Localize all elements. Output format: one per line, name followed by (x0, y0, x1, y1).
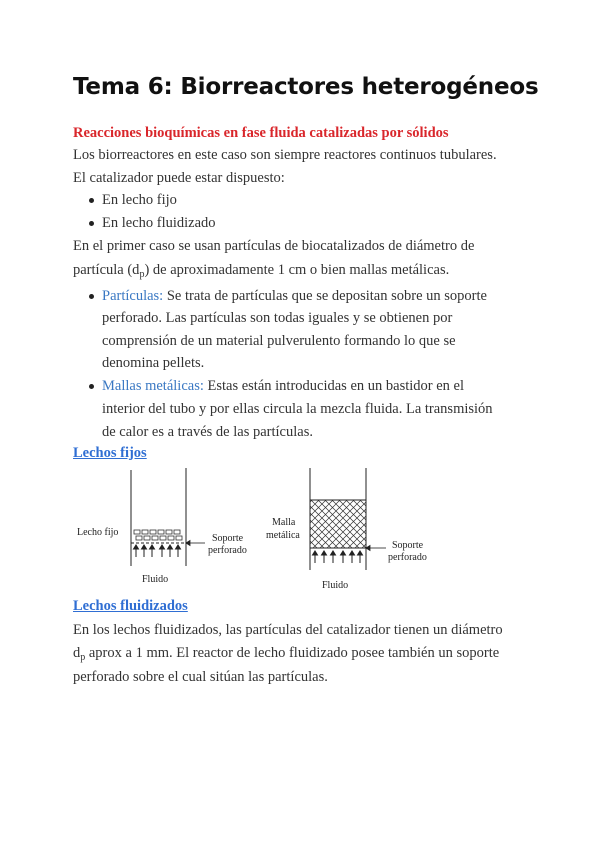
section-heading-reacciones: Reacciones bioquímicas en fase fluida catalizadas por sólidos (73, 125, 449, 141)
mallas-line-1: Mallas metálicas: Estas están introducidas en un bastidor en el (102, 378, 465, 394)
intro-line-2: El catalizador puede estar dispuesto: (73, 170, 285, 186)
particulas-line-4: denomina pellets. (102, 355, 205, 371)
support-pointer (186, 541, 205, 546)
label-perforado-2: perforado (388, 552, 427, 563)
particulas-line-3: comprensión de un material pulverulento formando lo que se (102, 333, 456, 349)
mallas-line-3: de calor es a través de las partículas. (102, 424, 313, 440)
mallas-line-2: interior del tubo y por ellas circula la mezcla fluida. La transmisión (102, 401, 493, 417)
intro-line-1: Los biorreactores en este caso son siempre reactores continuos tubulares. (73, 147, 497, 163)
page-title: Tema 6: Biorreactores heterogéneos (73, 74, 539, 100)
label-fluido-1: Fluido (142, 574, 169, 585)
para2-line-2: partícula $(d_p)$ de aproximadamente 1 cm o bien mallas metálicas. (73, 262, 450, 280)
flow-arrows (313, 551, 363, 563)
subscript-p: p (139, 269, 145, 280)
term-particulas: Partículas: (102, 288, 164, 304)
list-item-lecho-fluidizado: En lecho fluidizado (102, 215, 216, 231)
metal-mesh (310, 500, 366, 548)
particle-bed (134, 530, 182, 540)
particulas-line-2: perforado. Las partículas son todas iguales y se obtienen por (102, 310, 453, 326)
label-malla: Malla (272, 517, 296, 528)
diagram-malla-metalica (310, 468, 386, 570)
label-metalica: metálica (266, 530, 300, 541)
flow-arrows (134, 545, 181, 557)
label-fluido-2: Fluido (322, 580, 349, 591)
fluidizados-line-3: perforado sobre el cual sitúan las partículas. (73, 669, 328, 685)
section-heading-lechos-fijos[interactable]: Lechos fijos (73, 445, 147, 461)
fluidizados-line-2: $d_p$ aprox a 1 mm. El reactor de lecho fluidizado posee también un soporte (73, 645, 500, 663)
label-soporte-2: Soporte (392, 540, 424, 551)
support-pointer (366, 546, 386, 551)
section-heading-lechos-fluidizados[interactable]: Lechos fluidizados (73, 598, 188, 614)
particulas-line-1: Partículas: Se trata de partículas que se depositan sobre un soporte (102, 288, 487, 304)
term-mallas: Mallas metálicas: (102, 378, 204, 394)
label-soporte-1: Soporte (212, 533, 244, 544)
label-perforado-1: perforado (208, 545, 247, 556)
diagram-lecho-fijo (131, 468, 205, 566)
list-item-lecho-fijo: En lecho fijo (102, 192, 177, 208)
para2-line-1: En el primer caso se usan partículas de biocatalizados de diámetro de (73, 238, 475, 254)
subscript-p: p (80, 652, 86, 663)
fluidizados-line-1: En los lechos fluidizados, las partículas del catalizador tienen un diámetro (73, 622, 503, 638)
label-lecho-fijo: Lecho fijo (77, 527, 119, 538)
